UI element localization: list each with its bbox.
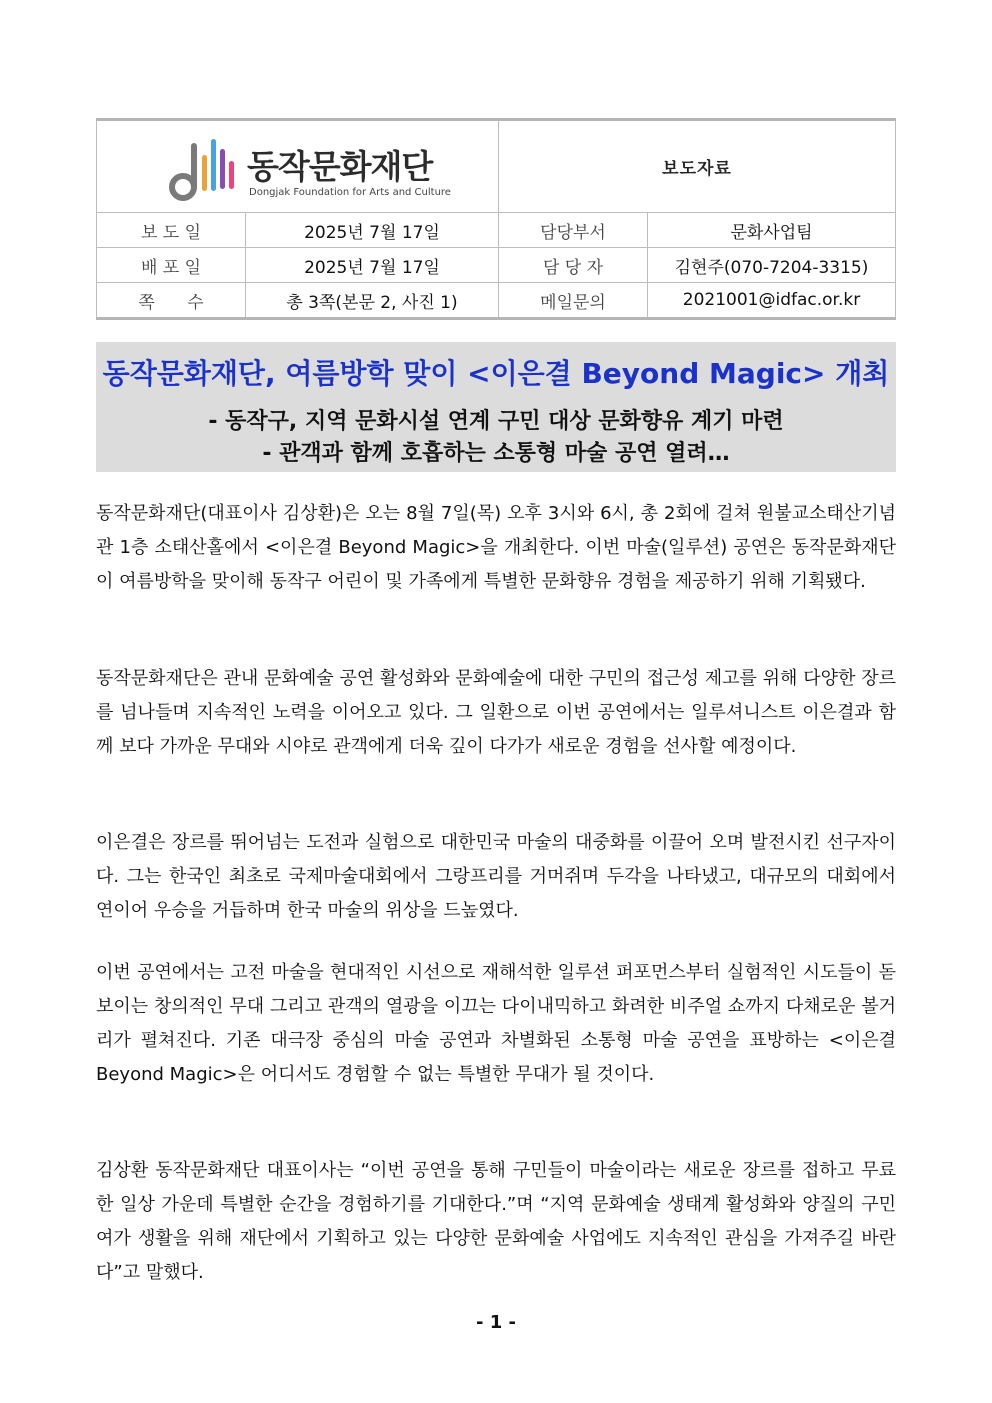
info-label: 쪽 수 <box>97 283 246 319</box>
info-value: 2025년 7월 17일 <box>246 213 499 248</box>
logo-cell <box>97 120 499 213</box>
body-paragraph: 이은결은 장르를 뛰어넘는 도전과 실험으로 대한민국 마술의 대중화를 이끌어 오며 발전시킨 선구자이다. 그는 한국인 최초로 국제마술대회에서 그랑프리를 거머쥐며 두각을 나타냈고, 대규모의 대회에서 연이어 우승을 거듭하며 한국 마술의 위상을 드높였다. <box>96 832 896 921</box>
logo-mark-icon <box>169 133 239 205</box>
page-number: - 1 - <box>476 1312 516 1333</box>
subheadline: - 관객과 함께 호흡하는 소통형 마술 공연 열려… <box>262 441 730 466</box>
doc-title: 보도자료 <box>499 120 896 213</box>
body-paragraph: 이번 공연에서는 고전 마술을 현대적인 시선으로 재해석한 일루션 퍼포먼스부터 실험적인 시도들이 돋보이는 창의적인 무대 그리고 관객의 열광을 이끄는 다이내믹하고 화려한 비주얼 쇼까지 다채로운 볼거리가 펼쳐진다. 기존 대극장 중심의 마술 공연과 차별화된 소통형 마술 공연을 표방하는 <이은결 Beyond Magic>은 어디서도 경험할 수 없는 특별한 무대가 될 것이다. <box>96 962 896 1085</box>
body-paragraph: 동작문화재단은 관내 문화예술 공연 활성화와 문화예술에 대한 구민의 접근성 제고를 위해 다양한 장르를 넘나들며 지속적인 노력을 이어오고 있다. 그 일환으로 이번 공연에서는 일루셔니스트 이은결과 함께 보다 가까운 무대와 시야로 관객에게 더욱 깊이 다가가 새로운 경험을 선사할 예정이다. <box>96 668 896 757</box>
headline: 동작문화재단, 여름방학 맞이 <이은결 Beyond Magic> 개최 <box>102 357 890 390</box>
info-label: 담 당 자 <box>499 248 648 283</box>
press-header-table <box>96 118 896 320</box>
info-label: 배 포 일 <box>97 248 246 283</box>
foundation-logo <box>169 133 451 205</box>
logo-name-en: Dongjak Foundation for Arts and Culture <box>249 187 451 198</box>
body-paragraph: 동작문화재단(대표이사 김상환)은 오는 8월 7일(목) 오후 3시와 6시, 총 2회에 걸쳐 원불교소태산기념관 1층 소태산홀에서 <이은결 Beyond Magic>을 개최한다. 이번 마술(일루션) 공연은 동작문화재단이 여름방학을 맞이해 동작구 어린이 및 가족에게 특별한 문화향유 경험을 제공하기 위해 기획됐다. <box>96 503 896 592</box>
info-value: 문화사업팀 <box>648 213 896 248</box>
info-value: 2025년 7월 17일 <box>246 248 499 283</box>
logo-name-kr: 동작문화재단 <box>247 147 433 186</box>
info-value: 총 3쪽(본문 2, 사진 1) <box>246 283 499 319</box>
info-row <box>97 283 896 319</box>
info-value: 김현주(070-7204-3315) <box>648 248 896 283</box>
headline-box <box>96 342 896 472</box>
body-paragraph: 김상환 동작문화재단 대표이사는 “이번 공연을 통해 구민들이 마술이라는 새로운 장르를 접하고 무료한 일상 가운데 특별한 순간을 경험하기를 기대한다.”며 “지역 문화예술 생태계 활성화와 양질의 구민 여가 생활을 위해 재단에서 기획하고 있는 다양한 문화예술 사업에도 지속적인 관심을 가져주길 바란다”고 말했다. <box>96 1160 896 1283</box>
info-label: 메일문의 <box>499 283 648 319</box>
info-row <box>97 248 896 283</box>
subheadline: - 동작구, 지역 문화시설 연계 구민 대상 문화향유 계기 마련 <box>208 409 784 434</box>
info-row <box>97 213 896 248</box>
info-label: 담당부서 <box>499 213 648 248</box>
info-email[interactable]: 2021001@idfac.or.kr <box>648 283 896 319</box>
info-label: 보 도 일 <box>97 213 246 248</box>
